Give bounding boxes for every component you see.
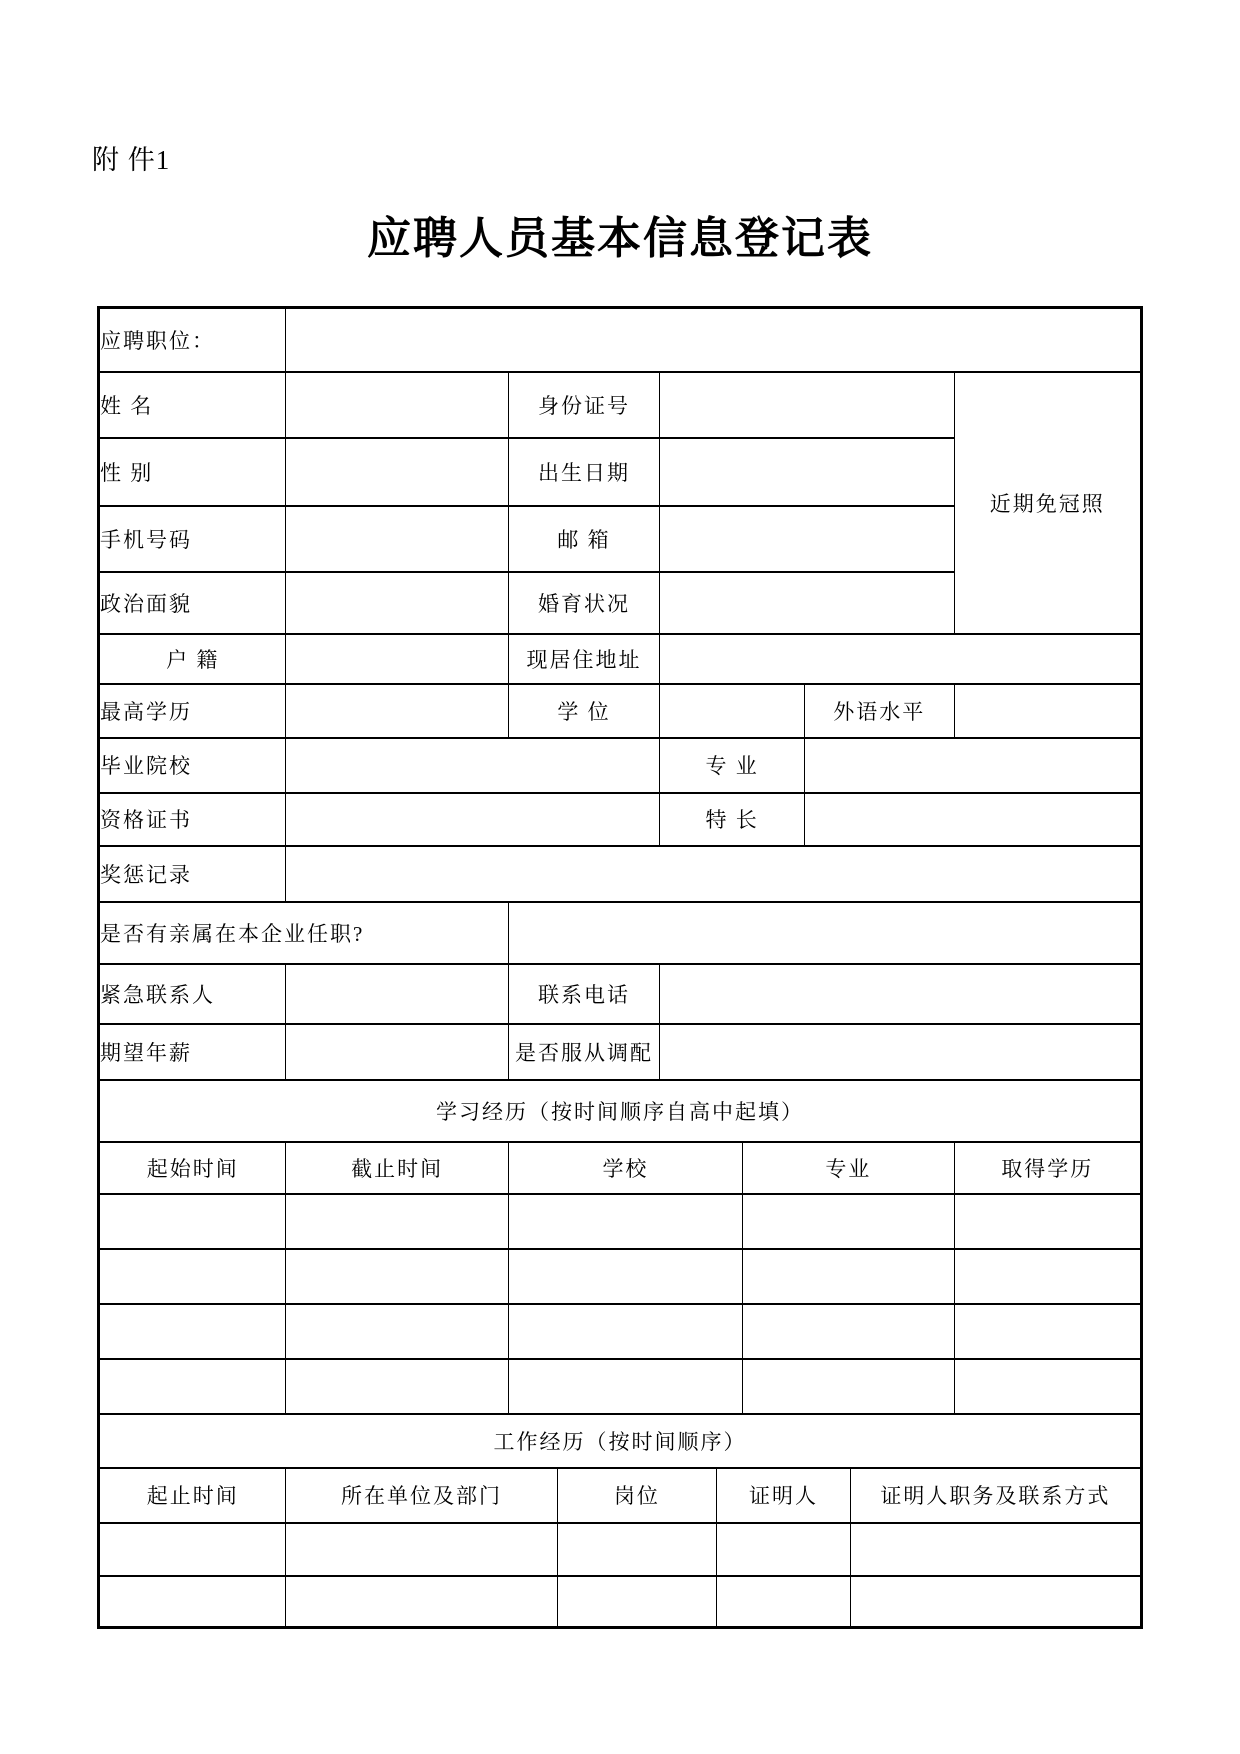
field-label-email: 邮 箱 <box>508 506 660 572</box>
education-empty-row <box>99 1194 1142 1249</box>
work-empty-cell <box>557 1576 717 1628</box>
row-household-address <box>99 634 1142 684</box>
field-label-graduate-school: 毕业院校 <box>99 738 286 793</box>
field-label-gender: 性 别 <box>99 438 286 506</box>
field-label-name: 姓 名 <box>99 372 286 438</box>
photo-placeholder: 近期免冠照 <box>954 372 1141 634</box>
edu-empty-cell <box>954 1249 1141 1304</box>
edu-empty-cell <box>286 1249 508 1304</box>
edu-empty-cell <box>954 1194 1141 1249</box>
work-section-header: 工作经历（按时间顺序） <box>99 1414 1142 1468</box>
field-label-major: 专 业 <box>660 738 805 793</box>
field-label-current-address: 现居住地址 <box>508 634 660 684</box>
work-empty-row <box>99 1523 1142 1576</box>
education-empty-row <box>99 1359 1142 1414</box>
edu-empty-cell <box>743 1304 954 1359</box>
education-section-header: 学习经历（按时间顺序自高中起填） <box>99 1080 1142 1142</box>
work-empty-cell <box>850 1576 1141 1628</box>
field-label-certificates: 资格证书 <box>99 793 286 846</box>
work-empty-cell <box>286 1576 557 1628</box>
edu-empty-cell <box>99 1304 286 1359</box>
edu-empty-cell <box>286 1304 508 1359</box>
field-label-expected-salary: 期望年薪 <box>99 1024 286 1080</box>
work-empty-cell <box>99 1523 286 1576</box>
input-name <box>286 372 508 438</box>
edu-empty-cell <box>954 1359 1141 1414</box>
input-id-number <box>660 372 954 438</box>
edu-empty-cell <box>286 1359 508 1414</box>
edu-empty-cell <box>99 1249 286 1304</box>
work-empty-row <box>99 1576 1142 1628</box>
input-position <box>286 308 1142 372</box>
edu-empty-cell <box>954 1304 1141 1359</box>
registration-form-table <box>97 306 1143 1629</box>
field-label-relatives-question: 是否有亲属在本企业任职? <box>99 902 509 964</box>
field-label-political-status: 政治面貌 <box>99 572 286 634</box>
edu-col-degree-obtained: 取得学历 <box>954 1142 1141 1194</box>
edu-empty-cell <box>99 1359 286 1414</box>
input-household <box>286 634 508 684</box>
field-label-emergency-contact: 紧急联系人 <box>99 964 286 1024</box>
row-education-columns <box>99 1142 1142 1194</box>
input-major <box>804 738 1141 793</box>
field-label-degree: 学 位 <box>508 684 660 738</box>
work-col-reference: 证明人 <box>717 1468 851 1523</box>
input-degree <box>660 684 805 738</box>
edu-col-end-time: 截止时间 <box>286 1142 508 1194</box>
field-label-household: 户 籍 <box>99 634 286 684</box>
field-label-foreign-language: 外语水平 <box>804 684 954 738</box>
input-email <box>660 506 954 572</box>
input-foreign-language <box>954 684 1141 738</box>
row-salary-assignment <box>99 1024 1142 1080</box>
input-political-status <box>286 572 508 634</box>
input-certificates <box>286 793 660 846</box>
input-gender <box>286 438 508 506</box>
field-label-rewards: 奖惩记录 <box>99 846 286 902</box>
edu-empty-cell <box>743 1194 954 1249</box>
edu-empty-cell <box>743 1359 954 1414</box>
work-empty-cell <box>717 1576 851 1628</box>
work-empty-cell <box>99 1576 286 1628</box>
row-education-degree-language <box>99 684 1142 738</box>
field-label-birth-date: 出生日期 <box>508 438 660 506</box>
input-accept-assignment <box>660 1024 1142 1080</box>
field-label-highest-education: 最高学历 <box>99 684 286 738</box>
input-relatives-question <box>508 902 1141 964</box>
field-label-accept-assignment: 是否服从调配 <box>508 1024 660 1080</box>
row-relatives-question <box>99 902 1142 964</box>
input-highest-education <box>286 684 508 738</box>
input-emergency-contact <box>286 964 508 1024</box>
input-specialty <box>804 793 1141 846</box>
field-label-marital-status: 婚育状况 <box>508 572 660 634</box>
work-col-post: 岗位 <box>557 1468 717 1523</box>
edu-col-start-time: 起始时间 <box>99 1142 286 1194</box>
work-col-company-department: 所在单位及部门 <box>286 1468 557 1523</box>
input-current-address <box>660 634 1142 684</box>
row-certificates-specialty <box>99 793 1142 846</box>
field-label-position: 应聘职位： <box>99 308 286 372</box>
education-empty-row <box>99 1304 1142 1359</box>
edu-col-major: 专业 <box>743 1142 954 1194</box>
edu-col-school: 学校 <box>508 1142 742 1194</box>
input-expected-salary <box>286 1024 508 1080</box>
edu-empty-cell <box>99 1194 286 1249</box>
work-empty-cell <box>850 1523 1141 1576</box>
education-empty-row <box>99 1249 1142 1304</box>
input-graduate-school <box>286 738 660 793</box>
row-rewards <box>99 846 1142 902</box>
row-education-section-header <box>99 1080 1142 1142</box>
attachment-label: 附 件1 <box>92 145 171 175</box>
input-rewards <box>286 846 1142 902</box>
row-position <box>99 308 1142 372</box>
row-work-columns <box>99 1468 1142 1523</box>
work-empty-cell <box>717 1523 851 1576</box>
page-title: 应聘人员基本信息登记表 <box>367 214 873 263</box>
input-marital-status <box>660 572 954 634</box>
input-birth-date <box>660 438 954 506</box>
row-name-id <box>99 372 1142 438</box>
edu-empty-cell <box>508 1359 742 1414</box>
row-work-section-header <box>99 1414 1142 1468</box>
edu-empty-cell <box>508 1249 742 1304</box>
field-label-id-number: 身份证号 <box>508 372 660 438</box>
edu-empty-cell <box>286 1194 508 1249</box>
field-label-mobile: 手机号码 <box>99 506 286 572</box>
row-school-major <box>99 738 1142 793</box>
work-col-period: 起止时间 <box>99 1468 286 1523</box>
edu-empty-cell <box>508 1304 742 1359</box>
row-emergency-contact <box>99 964 1142 1024</box>
field-label-contact-phone: 联系电话 <box>508 964 660 1024</box>
work-empty-cell <box>286 1523 557 1576</box>
work-col-reference-contact: 证明人职务及联系方式 <box>850 1468 1141 1523</box>
input-mobile <box>286 506 508 572</box>
edu-empty-cell <box>508 1194 742 1249</box>
edu-empty-cell <box>743 1249 954 1304</box>
work-empty-cell <box>557 1523 717 1576</box>
input-contact-phone <box>660 964 1142 1024</box>
field-label-specialty: 特 长 <box>660 793 805 846</box>
